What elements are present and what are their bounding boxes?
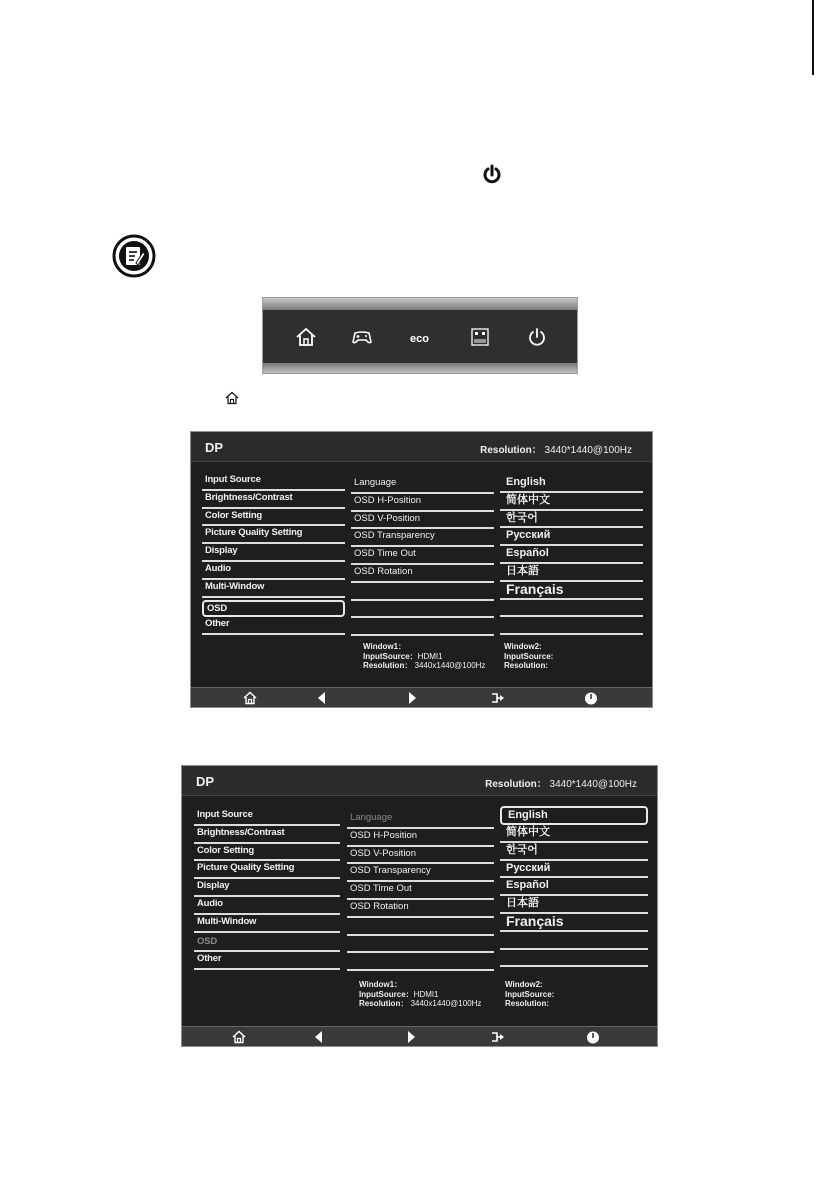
exit-icon[interactable] [491, 1030, 505, 1044]
home-icon[interactable] [243, 691, 257, 705]
home-icon [225, 391, 239, 405]
menu-item-color-setting[interactable]: Color Setting [202, 509, 345, 527]
right-arrow-icon[interactable] [405, 691, 419, 705]
language-list [500, 475, 643, 635]
main-menu [194, 808, 340, 970]
osd-header [191, 432, 652, 462]
right-arrow-icon[interactable] [404, 1030, 418, 1044]
menu-item-audio[interactable]: Audio [194, 897, 340, 915]
note-icon [112, 234, 156, 278]
window2-resolution: Resolution: [505, 999, 549, 1008]
left-arrow-icon[interactable] [312, 1030, 326, 1044]
power-icon[interactable] [584, 691, 598, 705]
window1-input: InputSource：HDMI1 [363, 651, 443, 661]
submenu-empty [347, 936, 494, 954]
menu-item-display[interactable]: Display [202, 544, 345, 562]
osd-footer [191, 687, 652, 707]
main-menu [202, 473, 345, 635]
input-source-title: DP [205, 440, 224, 455]
window2-input: InputSource: [504, 651, 554, 661]
window1-title: Window1： [363, 642, 407, 651]
lang-empty [500, 600, 643, 618]
lang-empty [500, 950, 648, 968]
menu-item-input-source[interactable]: Input Source [194, 808, 340, 826]
lang-empty [500, 932, 648, 950]
exit-icon[interactable] [491, 691, 505, 705]
gamepad-icon[interactable] [351, 326, 373, 348]
window1-info [359, 980, 481, 1009]
home-icon[interactable] [295, 326, 317, 348]
submenu-empty [347, 918, 494, 936]
submenu-osd-h-position[interactable]: OSD H-Position [347, 829, 494, 847]
submenu-empty [351, 601, 494, 619]
home-icon[interactable] [232, 1030, 246, 1044]
lang-empty [500, 617, 643, 635]
resolution-readout: Resolution： 3440*1440@100Hz [485, 779, 637, 790]
menu-item-picture-quality[interactable]: Picture Quality Setting [194, 861, 340, 879]
lang-chinese[interactable]: 简体中文 [500, 493, 643, 511]
submenu-osd-v-position[interactable]: OSD V-Position [351, 512, 494, 530]
power-icon[interactable] [586, 1030, 600, 1044]
lang-korean[interactable]: 한국어 [500, 511, 643, 529]
osd-screen-1 [190, 431, 653, 708]
window2-resolution: Resolution: [504, 661, 548, 670]
submenu-osd-v-position[interactable]: OSD V-Position [347, 847, 494, 865]
power-icon [482, 164, 502, 186]
eco-icon[interactable] [409, 326, 435, 348]
menu-item-other[interactable]: Other [194, 952, 340, 970]
window2-title: Window2: [505, 980, 543, 989]
lang-korean[interactable]: 한국어 [500, 843, 648, 861]
menu-item-brightness-contrast[interactable]: Brightness/Contrast [202, 491, 345, 509]
lang-english[interactable]: English [500, 806, 648, 825]
osd-submenu [347, 811, 494, 971]
margin-line [812, 0, 814, 75]
window2-info [505, 980, 554, 1009]
menu-item-audio[interactable]: Audio [202, 562, 345, 580]
osd-footer [182, 1026, 657, 1046]
submenu-osd-h-position[interactable]: OSD H-Position [351, 494, 494, 512]
power-icon[interactable] [526, 326, 548, 348]
submenu-empty [351, 583, 494, 601]
osd-screen-2 [181, 765, 658, 1047]
menu-item-display[interactable]: Display [194, 879, 340, 897]
lang-chinese[interactable]: 简体中文 [500, 825, 648, 843]
svg-text:eco: eco [410, 333, 429, 345]
menu-item-picture-quality[interactable]: Picture Quality Setting [202, 526, 345, 544]
menu-item-brightness-contrast[interactable]: Brightness/Contrast [194, 826, 340, 844]
monitor-button-strip [262, 297, 578, 374]
window2-title: Window2: [504, 642, 542, 651]
lang-french[interactable]: Français [500, 582, 643, 600]
menu-item-input-source[interactable]: Input Source [202, 473, 345, 491]
osd-header [182, 766, 657, 796]
submenu-empty [347, 953, 494, 971]
menu-item-other[interactable]: Other [202, 617, 345, 635]
lang-spanish[interactable]: Español [500, 878, 648, 896]
window1-title: Window1： [359, 980, 403, 989]
lang-japanese[interactable]: 日本語 [500, 564, 643, 582]
submenu-language[interactable]: Language [347, 811, 494, 829]
window2-input: InputSource: [505, 989, 555, 999]
menu-item-multi-window[interactable]: Multi-Window [202, 580, 345, 598]
submenu-osd-time-out[interactable]: OSD Time Out [347, 882, 494, 900]
submenu-osd-rotation[interactable]: OSD Rotation [351, 565, 494, 583]
menu-item-osd[interactable]: OSD [194, 935, 340, 953]
window1-input: InputSource：HDMI1 [359, 989, 439, 999]
submenu-language[interactable]: Language [351, 476, 494, 494]
input-source-title: DP [196, 774, 215, 789]
menu-item-color-setting[interactable]: Color Setting [194, 844, 340, 862]
lang-english[interactable]: English [500, 475, 643, 493]
osd-submenu [351, 476, 494, 636]
lang-russian[interactable]: Русский [500, 861, 648, 879]
window1-resolution: Resolution： 3440x1440@100Hz [359, 999, 482, 1008]
window1-resolution: Resolution： 3440x1440@100Hz [363, 661, 486, 670]
window1-info [363, 642, 485, 671]
resolution-readout: Resolution： 3440*1440@100Hz [480, 445, 632, 456]
submenu-empty [351, 618, 494, 636]
submenu-osd-rotation[interactable]: OSD Rotation [347, 900, 494, 918]
submenu-osd-transparency[interactable]: OSD Transparency [347, 864, 494, 882]
menu-item-osd[interactable]: OSD [202, 600, 345, 618]
lang-japanese[interactable]: 日本語 [500, 896, 648, 914]
lang-french[interactable]: Français [500, 914, 648, 932]
lang-russian[interactable]: Русский [500, 528, 643, 546]
language-list [500, 806, 648, 967]
lang-spanish[interactable]: Español [500, 546, 643, 564]
submenu-osd-time-out[interactable]: OSD Time Out [351, 547, 494, 565]
left-arrow-icon[interactable] [315, 691, 329, 705]
submenu-osd-transparency[interactable]: OSD Transparency [351, 529, 494, 547]
picture-mode-icon[interactable] [469, 326, 491, 348]
window2-info [504, 642, 553, 671]
menu-item-multi-window[interactable]: Multi-Window [194, 915, 340, 933]
